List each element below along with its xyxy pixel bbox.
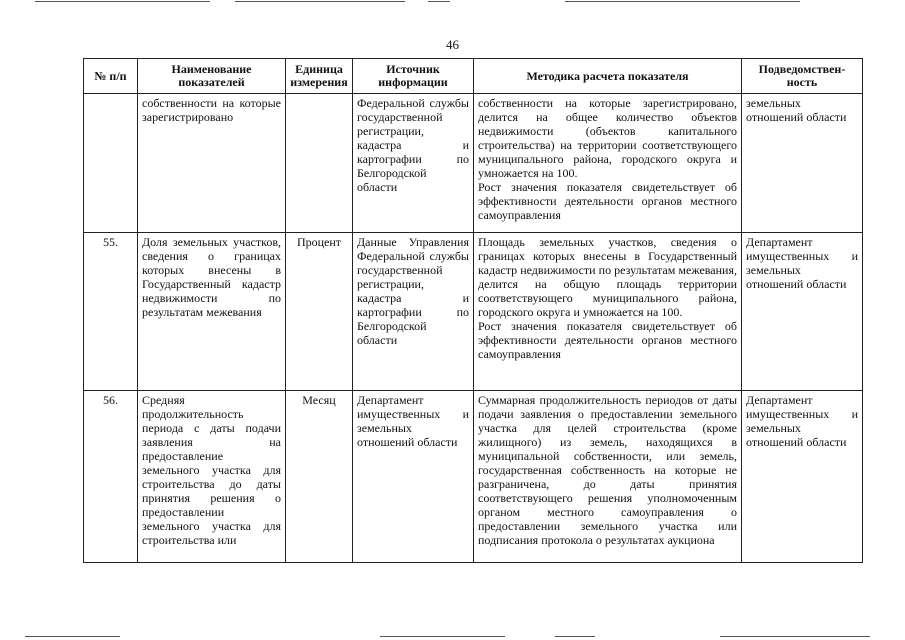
header-name: Наименование показателей	[138, 59, 286, 94]
table-row	[84, 391, 863, 563]
cell-name: Средняя продолжительность периода с даты подачи заявления на предоставление земельного участка для строительства до даты принятия решения о предоставлении земельного участка для строительства или	[138, 391, 286, 563]
cell-dept: Департамент имущественных и земельных отношений области	[742, 233, 863, 391]
cell-name: Доля земельных участков, сведения о границах которых внесены в Государственный кадастр недвижимости по результатам межевания	[138, 233, 286, 391]
page-number: 46	[446, 37, 459, 52]
cell-num	[84, 94, 138, 233]
bottom-edge-line-4	[720, 636, 870, 637]
cell-num: 55.	[84, 233, 138, 391]
cell-source: Федеральной службы государственной регистрации, кадастра и картографии по Белгородской области	[353, 94, 474, 233]
top-edge-line-3	[428, 1, 450, 2]
cell-unit: Процент	[286, 233, 353, 391]
cell-method: Площадь земельных участков, сведения о границах которых внесены в Государственный кадастр недвижимости по результатам межевания, делится на общую площадь территории соответствующего муниципального района, городского округа и умножается на 100. Рост значения показателя свидетельствует об эффективности деятельности органов местного самоуправления	[474, 233, 742, 391]
cell-dept: земельных отношений области	[742, 94, 863, 233]
header-dept: Подведомствен-ность	[742, 59, 863, 94]
cell-dept: Департамент имущественных и земельных отношений области	[742, 391, 863, 563]
table-header-row	[84, 59, 863, 94]
table-row	[84, 233, 863, 391]
table-row	[84, 94, 863, 233]
top-edge-line-4	[565, 1, 800, 2]
header-method: Методика расчета показателя	[474, 59, 742, 94]
cell-num: 56.	[84, 391, 138, 563]
top-edge-line-1	[35, 1, 210, 2]
cell-unit	[286, 94, 353, 233]
cell-unit: Месяц	[286, 391, 353, 563]
bottom-edge-line-1	[25, 636, 120, 637]
cell-source: Данные Управления Федеральной службы государственной регистрации, кадастра и картографии по Белгородской области	[353, 233, 474, 391]
cell-source: Департамент имущественных и земельных отношений области	[353, 391, 474, 563]
header-num: № п/п	[84, 59, 138, 94]
top-edge-line-2	[235, 1, 405, 2]
bottom-edge-line-3	[555, 636, 595, 637]
cell-method: Суммарная продолжительность периодов от даты подачи заявления о предоставлении земельного участка для целей строительства (кроме жилищного) из земель, находящихся в муниципальной собственности, или земель, государственная собственность на которые не разграничена, до даты принятия соответствующего решения уполномоченным органом местного самоуправления о предоставлении земельного участка или подписания протокола о результатах аукциона	[474, 391, 742, 563]
cell-name: собственности на которые зарегистрировано	[138, 94, 286, 233]
header-unit: Единица измерения	[286, 59, 353, 94]
bottom-edge-line-2	[380, 636, 505, 637]
cell-method: собственности на которые зарегистрировано, делится на общее количество объектов недвижимости (объектов капитального строительства) на территории соответствующего муниципального района, городского округа и умножается на 100. Рост значения показателя свидетельствует об эффективности деятельности органов местного самоуправления	[474, 94, 742, 233]
indicators-table	[83, 58, 863, 563]
header-source: Источник информации	[353, 59, 474, 94]
